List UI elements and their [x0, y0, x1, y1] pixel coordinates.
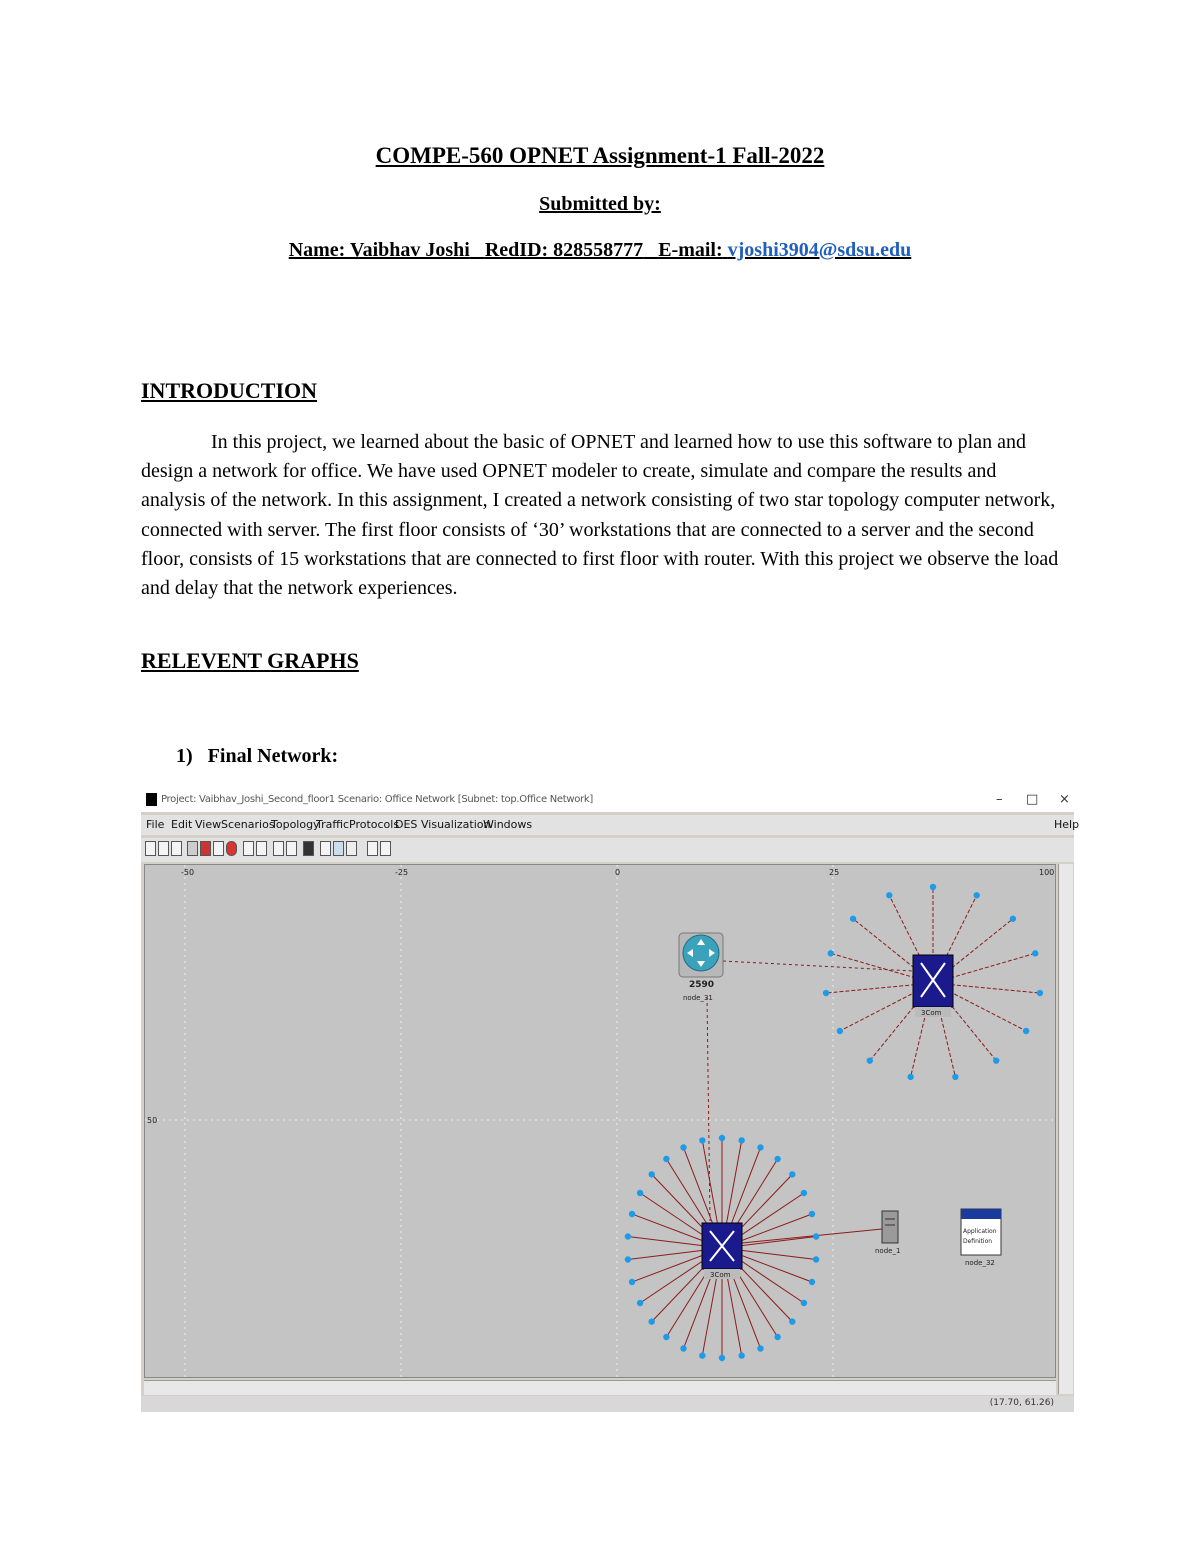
workstation-node: [774, 1156, 780, 1162]
menu-bar: [141, 815, 1080, 835]
workstation-node: [813, 1233, 819, 1239]
workstation-node: [886, 892, 892, 898]
menu-des[interactable]: DES: [395, 818, 418, 831]
axis-tick: 100: [1039, 868, 1055, 877]
toolbar-button[interactable]: [320, 841, 331, 856]
workstation-node: [867, 1057, 873, 1063]
workstation-node: [738, 1352, 744, 1358]
link: [707, 997, 710, 1221]
menu-windows[interactable]: Windows: [483, 818, 533, 831]
toolbar-button[interactable]: [380, 841, 391, 856]
workstation-node: [789, 1171, 795, 1177]
minimize-button[interactable]: –: [996, 792, 1003, 807]
workstation-node: [757, 1144, 763, 1150]
toolbar-button[interactable]: [213, 841, 224, 856]
workstation-node: [629, 1211, 635, 1217]
workstation-node: [663, 1334, 669, 1340]
toolbar-button[interactable]: [226, 841, 237, 856]
toolbar-button[interactable]: [158, 841, 169, 856]
email-link[interactable]: vjoshi3904@sdsu.edu: [727, 239, 912, 261]
workstation-node: [837, 1028, 843, 1034]
switch-top-label: 3Com: [921, 1009, 942, 1017]
toolbar-button[interactable]: [303, 841, 314, 856]
introduction-text: In this project, we learned about the basic of OPNET and learned how to use this software to plan and design a network for office. We have used OPNET modeler to create, simulate and compare the results and analysis of the network. In this assignment, I created a network consisting of two star topology computer network, connected with server. The first floor consists of ‘30’ workstations that are connected to a server and the second floor, consists of 15 workstations that are connected to first floor with router. With this project we observe the load and delay that the network experiences.: [141, 431, 1059, 600]
menu-help[interactable]: Help: [1054, 818, 1080, 831]
workstation-node: [774, 1334, 780, 1340]
list-item-final-network: [176, 745, 338, 768]
workstation-node: [680, 1345, 686, 1351]
axis-tick: 0: [615, 868, 621, 877]
workstation-node: [719, 1355, 725, 1361]
maximize-button[interactable]: □: [1026, 792, 1039, 807]
document-title: COMPE-560 OPNET Assignment-1 Fall-2022: [375, 143, 825, 168]
network-diagram: [145, 865, 1055, 1377]
menu-view[interactable]: View: [195, 818, 222, 831]
introduction-body: [141, 428, 1061, 603]
link: [742, 1229, 882, 1243]
close-button[interactable]: ×: [1059, 792, 1070, 807]
list-label: Final Network:: [207, 745, 339, 767]
workstation-node: [625, 1256, 631, 1262]
graphs-heading: RELEVENT GRAPHS: [141, 648, 359, 673]
email-label: E-mail:: [658, 239, 723, 261]
workstation-node: [719, 1135, 725, 1141]
workstation-node: [828, 950, 834, 956]
app-def-line2: Definition: [963, 1238, 993, 1245]
author-line: [0, 239, 1200, 262]
router-model: 2590: [689, 980, 715, 990]
workstation-node: [789, 1318, 795, 1324]
coordinate-readout: (17.70, 61.26): [989, 1398, 1054, 1408]
grid-lines: [145, 865, 1055, 1377]
menu-topology[interactable]: Topology: [271, 818, 320, 831]
list-number: 1): [176, 745, 193, 767]
workstation-node: [801, 1190, 807, 1196]
status-bar: [141, 1396, 1074, 1412]
workstation-node: [907, 1074, 913, 1080]
workstation-node: [809, 1279, 815, 1285]
workstation-node: [1023, 1028, 1029, 1034]
workstation-node: [813, 1256, 819, 1262]
toolbar-button[interactable]: [171, 841, 182, 856]
workstation-node: [625, 1233, 631, 1239]
toolbar-button[interactable]: [273, 841, 284, 856]
axis-tick: 25: [829, 868, 840, 877]
toolbar-button[interactable]: [200, 841, 211, 856]
workstation-node: [637, 1190, 643, 1196]
workstation-node: [930, 884, 936, 890]
workstation-node: [1037, 990, 1043, 996]
project-workspace[interactable]: [144, 864, 1056, 1378]
opnet-screenshot: [141, 788, 1080, 1412]
toolbar-button[interactable]: [243, 841, 254, 856]
workstation-node: [699, 1137, 705, 1143]
workstation-node: [680, 1144, 686, 1150]
axis-tick: -25: [395, 868, 409, 877]
app-icon: [146, 793, 157, 806]
toolbar-button[interactable]: [367, 841, 378, 856]
workstation-node: [757, 1345, 763, 1351]
workstation-node: [637, 1300, 643, 1306]
menu-protocols[interactable]: Protocols: [349, 818, 400, 831]
horizontal-scrollbar[interactable]: [144, 1380, 1056, 1395]
menu-visualization[interactable]: Visualization: [421, 818, 491, 831]
toolbar-button[interactable]: [346, 841, 357, 856]
server-node: [875, 1211, 900, 1255]
workstation-node: [974, 892, 980, 898]
menu-traffic[interactable]: Traffic: [316, 818, 350, 831]
toolbar-button[interactable]: [187, 841, 198, 856]
window-title: Project: Vaibhav_Joshi_Second_floor1 Scenario: Office Network [Subnet: top.Office Network]: [161, 794, 593, 805]
link: [723, 961, 913, 971]
workstation-node: [809, 1211, 815, 1217]
menu-scenarios[interactable]: Scenarios: [221, 818, 275, 831]
server-label: node_1: [875, 1247, 901, 1255]
axis-tick: -50: [181, 868, 195, 877]
application-definition: [961, 1209, 1001, 1267]
toolbar: [141, 838, 1074, 862]
app-def-line1: Application: [963, 1228, 997, 1235]
workstation-node: [801, 1300, 807, 1306]
vertical-scrollbar[interactable]: [1058, 864, 1073, 1394]
workstation-node: [648, 1171, 654, 1177]
workstation-node: [823, 990, 829, 996]
router-node: [679, 933, 723, 1002]
submitted-by: Submitted by:: [539, 193, 661, 215]
workstation-node: [648, 1318, 654, 1324]
workstation-node: [952, 1074, 958, 1080]
menu-file[interactable]: File: [146, 818, 165, 831]
workstation-node: [629, 1279, 635, 1285]
toolbar-button[interactable]: [286, 841, 297, 856]
workstation-node: [738, 1137, 744, 1143]
toolbar-button[interactable]: [333, 841, 344, 856]
toolbar-button[interactable]: [256, 841, 267, 856]
menu-edit[interactable]: Edit: [171, 818, 193, 831]
workstation-node: [850, 916, 856, 922]
router-label: node_31: [683, 994, 713, 1002]
introduction-heading: INTRODUCTION: [141, 378, 318, 403]
window-titlebar: [141, 788, 1074, 812]
switch-top: [913, 955, 953, 1017]
red-id: RedID: 828558777: [484, 239, 644, 261]
workstation-node: [663, 1156, 669, 1162]
workstation-node: [699, 1352, 705, 1358]
author-name: Name: Vaibhav Joshi: [288, 239, 470, 261]
switch-bottom: [702, 1223, 742, 1279]
workstation-node: [1032, 950, 1038, 956]
toolbar-button[interactable]: [145, 841, 156, 856]
switch-bottom-label: 3Com: [710, 1271, 731, 1279]
app-def-label: node_32: [965, 1259, 995, 1267]
axis-tick: 50: [147, 1116, 158, 1125]
workstation-node: [1010, 916, 1016, 922]
workstation-node: [993, 1057, 999, 1063]
